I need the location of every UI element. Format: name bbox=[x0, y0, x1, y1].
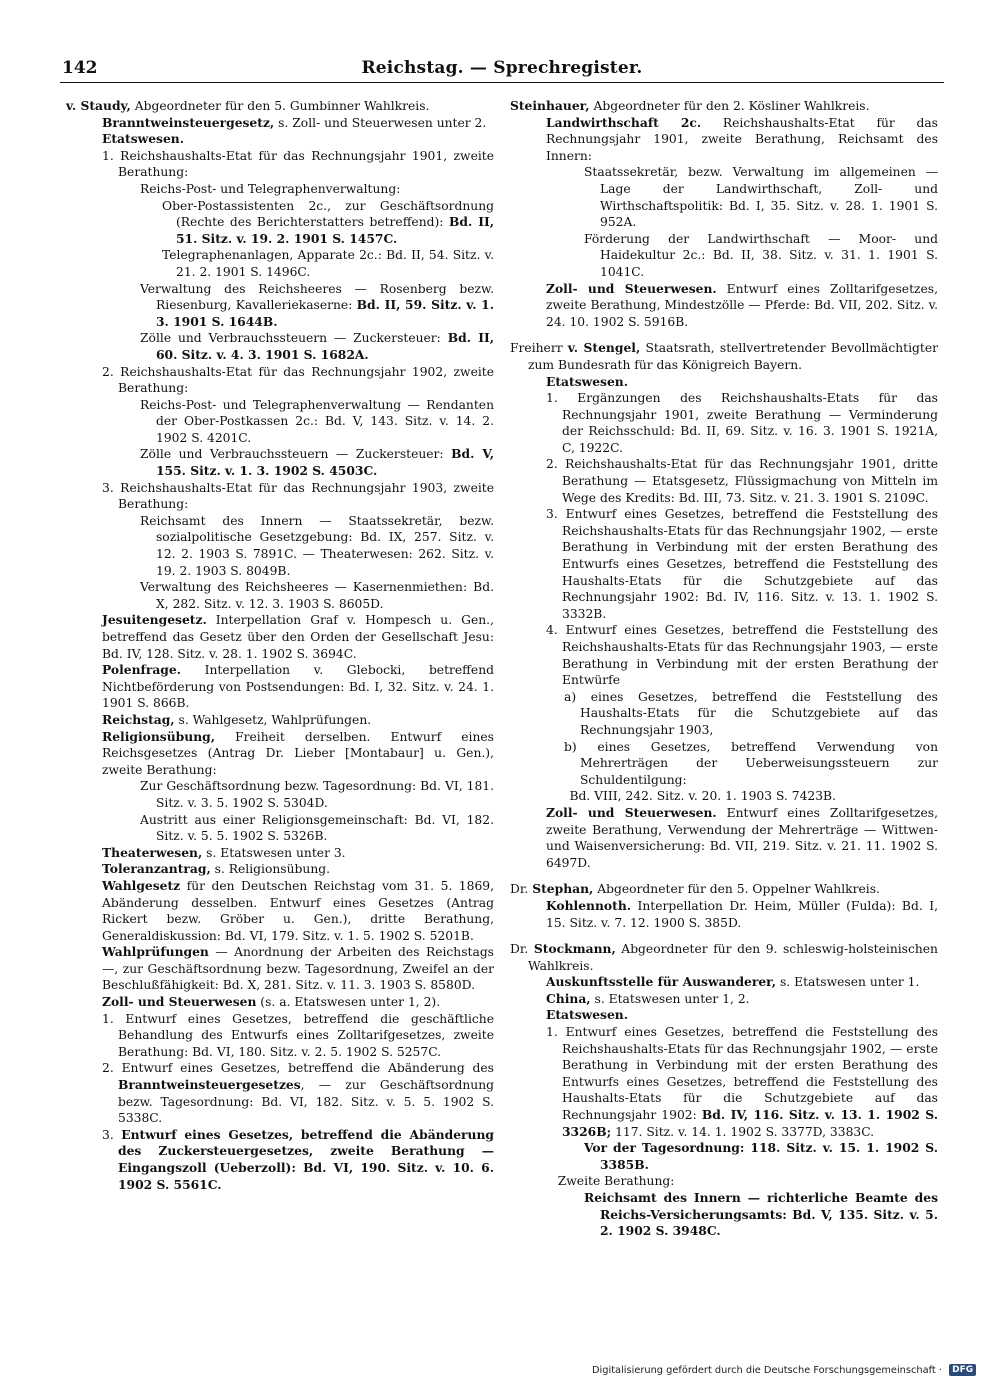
register-entry: Etatswesen. bbox=[546, 373, 629, 389]
footer-credit: Digitalisierung gefördert durch die Deutsche Forschungsgemeinschaft · DFG bbox=[592, 1364, 988, 1378]
dfg-logo: DFG bbox=[949, 1364, 976, 1376]
register-entry: Reichs-Post- und Telegraphenverwaltung: bbox=[140, 181, 401, 196]
register-entry: China, s. Etatswesen unter 1, 2. bbox=[546, 990, 750, 1006]
register-entry: 3. Entwurf eines Gesetzes, betreffend die Feststellung des Reichshaushalts-Etats für das Rechnungsjahr 1902, — erste Berathung in Verbindung mit der ersten Berathung des Entwurfs eines Gesetzes, betreffend die Feststellung des Haushalts-Etats für die Schutzgebiete auf das Rechnungsjahr 1902: Bd. IV, 116. Sitz. v. 13. 1. 1902 S. 3332B. bbox=[546, 507, 938, 621]
register-entry: 2. Reichshaushalts-Etat für das Rechnungsjahr 1902, zweite Berathung: bbox=[102, 364, 494, 396]
register-entry: 1. Ergänzungen des Reichshaushalts-Etats für das Rechnungsjahr 1901, zweite Berathung — Verminderung der Reichsschuld: Bd. II, 69. Sitz. v. 16. 3. 1901 S. 1921A, C, 1922C. bbox=[546, 391, 938, 455]
register-entry: Verwaltung des Reichsheeres — Kasernenmiethen: Bd. X, 282. Sitz. v. 12. 3. 1903 S. 8605D. bbox=[140, 580, 494, 611]
register-entry: Religionsübung, Freiheit derselben. Entwurf eines Reichsgesetzes (Antrag Dr. Lieber [Montabaur] u. Gen.), zweite Berathung: bbox=[102, 728, 494, 777]
register-entry: Reichsamt des Innern — Staatssekretär, bezw. sozialpolitische Gesetzgebung: Bd. IX, 257. Sitz. v. 12. 2. 1903 S. 7891C. — Theaterwesen: 262. Sitz. v. 19. 2. 1903 S. 8049B. bbox=[140, 513, 494, 578]
register-entry: Etatswesen. bbox=[546, 1007, 629, 1023]
register-entry: Bd. VIII, 242. Sitz. v. 20. 1. 1903 S. 7423B. bbox=[546, 789, 836, 804]
register-entry: a) eines Gesetzes, betreffend die Feststellung des Haushalts-Etats für die Schutzgebiete auf das Rechnungsjahr 1903, bbox=[564, 689, 938, 737]
register-entry: 1. Entwurf eines Gesetzes, betreffend die Feststellung des Reichshaushalts-Etats für das Rechnungsjahr 1902, — erste Berathung in Verbindung mit der ersten Berathung des Entwurfs eines Gesetzes, betreffend die Feststellung des Haushalts-Etats für die Schutzgebiete auf das Rechnungsjahr 1902: Bd. IV, 116. Sitz. v. 13. 1. 1902 S. 3326B; 117. Sitz. v. 14. 1. 1902 S. 3377D, 3383C. bbox=[546, 1025, 939, 1139]
register-entry: Dr. Stockmann, Abgeordneter für den 9. schleswig-holsteinischen Wahlkreis. bbox=[510, 941, 938, 973]
footer-text: Digitalisierung gefördert durch die Deutsche Forschungsgemeinschaft bbox=[592, 1365, 936, 1376]
register-entry: Etatswesen. bbox=[102, 131, 185, 147]
register-entry: 3. Reichshaushalts-Etat für das Rechnungsjahr 1903, zweite Berathung: bbox=[102, 480, 494, 512]
register-entry: Zoll- und Steuerwesen. Entwurf eines Zolltarifgesetzes, zweite Berathung, Mindestzölle — Pferde: Bd. VII, 202. Sitz. v. 24. 10. 1902 S. 5916B. bbox=[546, 280, 938, 329]
entry-gap bbox=[510, 931, 938, 941]
page-header bbox=[60, 56, 944, 83]
left-column bbox=[66, 98, 494, 1193]
register-entry: 2. Entwurf eines Gesetzes, betreffend die Abänderung des Branntweinsteuergesetzes, — zur Geschäftsordnung bezw. Tagesordnung: Bd. VI, 182. Sitz. v. 5. 5. 1902 S. 5338C. bbox=[102, 1061, 494, 1126]
register-entry: Kohlennoth. Interpellation Dr. Heim, Müller (Fulda): Bd. I, 15. Sitz. v. 7. 12. 1900 S. 385D. bbox=[546, 897, 938, 930]
register-entry: 2. Reichshaushalts-Etat für das Rechnungsjahr 1901, dritte Berathung — Etatsgesetz, Flüssigmachung von Mitteln im Wege des Kredits: Bd. III, 73. Sitz. v. 21. 3. 1901 S. 2109C. bbox=[546, 457, 938, 505]
register-entry: Auskunftsstelle für Auswanderer, s. Etatswesen unter 1. bbox=[546, 974, 920, 990]
register-entry: Polenfrage. Interpellation v. Glebocki, betreffend Nichtbeförderung von Postsendungen: Bd. I, 32. Sitz. v. 24. 1. 1901 S. 866B. bbox=[102, 662, 494, 711]
register-entry: 4. Entwurf eines Gesetzes, betreffend die Feststellung des Reichshaushalts-Etats für das Rechnungsjahr 1903, — erste Berathung in Verbindung mit der ersten Berathung der Entwürfe bbox=[546, 623, 938, 688]
register-entry: Freiherr v. Stengel, Staatsrath, stellvertretender Bevollmächtigter zum Bundesrath für das Königreich Bayern. bbox=[510, 340, 939, 372]
running-title: Reichstag. — Sprechregister. bbox=[361, 58, 643, 78]
register-entry: Zur Geschäftsordnung bezw. Tagesordnung: Bd. VI, 181. Sitz. v. 3. 5. 1902 S. 5304D. bbox=[140, 779, 494, 810]
register-entry: Reichstag, s. Wahlgesetz, Wahlprüfungen. bbox=[102, 711, 372, 727]
register-entry: Vor der Tagesordnung: 118. Sitz. v. 15. 1. 1902 S. 3385B. bbox=[584, 1140, 938, 1172]
register-entry: Ober-Postassistenten 2c., zur Geschäftsordnung (Rechte des Berichterstatters betreffend): Bd. II, 51. Sitz. v. 19. 2. 1901 S. 1457C. bbox=[162, 198, 494, 246]
right-column bbox=[510, 98, 938, 1240]
page-number: 142 bbox=[62, 58, 98, 78]
register-entry: Wahlgesetz für den Deutschen Reichstag vom 31. 5. 1869, Abänderung desselben. Entwurf eines Gesetzes (Antrag Rickert bezw. Gröber u. Gen.), dritte Berathung, Generaldiskussion: Bd. VI, 179. Sitz. v. 1. 5. 1902 S. 5201B. bbox=[102, 877, 494, 943]
register-entry: Telegraphenanlagen, Apparate 2c.: Bd. II, 54. Sitz. v. 21. 2. 1901 S. 1496C. bbox=[162, 248, 494, 279]
register-entry: Theaterwesen, s. Etatswesen unter 3. bbox=[102, 844, 346, 860]
register-entry: Staatssekretär, bezw. Verwaltung im allgemeinen — Lage der Landwirthschaft, Zoll- und Wirthschaftspolitik: Bd. I, 35. Sitz. v. 28. 1. 1901 S. 952A. bbox=[584, 165, 938, 230]
register-entry: 3. Entwurf eines Gesetzes, betreffend die Abänderung des Zuckersteuergesetzes, zweite Berathung — Eingangszoll (Ueberzoll): Bd. VI, 190. Sitz. v. 10. 6. 1902 S. 5561C. bbox=[102, 1126, 494, 1192]
register-entry: Zweite Berathung: bbox=[546, 1174, 675, 1189]
register-entry: Zoll- und Steuerwesen (s. a. Etatswesen unter 1, 2). bbox=[102, 994, 441, 1010]
register-entry: Landwirthschaft 2c. Reichshaushalts-Etat für das Rechnungsjahr 1901, zweite Berathung, Reichsamt des Innern: bbox=[546, 114, 938, 163]
register-entry: 1. Reichshaushalts-Etat für das Rechnungsjahr 1901, zweite Berathung: bbox=[102, 148, 494, 180]
register-entry: Steinhauer, Abgeordneter für den 2. Kösliner Wahlkreis. bbox=[510, 98, 870, 113]
register-entry: Zölle und Verbrauchssteuern — Zuckersteuer: Bd. II, 60. Sitz. v. 4. 3. 1901 S. 1682A. bbox=[140, 330, 495, 362]
register-entry: b) eines Gesetzes, betreffend Verwendung von Mehrerträgen der Ueberweisungssteuern zur Schuldentilgung: bbox=[564, 739, 938, 787]
register-entry: Branntweinsteuergesetz, s. Zoll- und Steuerwesen unter 2. bbox=[102, 114, 487, 130]
register-entry: Zoll- und Steuerwesen. Entwurf eines Zolltarifgesetzes, zweite Berathung, Verwendung der Mehrerträge — Wittwen- und Waisenversicherung: Bd. VII, 219. Sitz. v. 21. 11. 1902 S. 6497D. bbox=[546, 804, 938, 870]
register-entry: Wahlprüfungen — Anordnung der Arbeiten des Reichstags —, zur Geschäftsordnung bezw. Tagesordnung, Zweifel an der Beschlußfähigkeit: Bd. X, 281. Sitz. v. 11. 3. 1903 S. 8580D. bbox=[102, 944, 494, 993]
register-entry: Förderung der Landwirthschaft — Moor- und Haidekultur 2c.: Bd. II, 38. Sitz. v. 31. 1. 1901 S. 1041C. bbox=[584, 231, 938, 279]
register-entry: Reichsamt des Innern — richterliche Beamte des Reichs-Versicherungsamts: Bd. V, 135. Sitz. v. 5. 2. 1902 S. 3948C. bbox=[584, 1190, 938, 1239]
register-entry: 1. Entwurf eines Gesetzes, betreffend die geschäftliche Behandlung des Entwurfs eines Zolltarifgesetzes, zweite Berathung: Bd. VI, 180. Sitz. v. 2. 5. 1902 S. 5257C. bbox=[102, 1011, 494, 1059]
register-entry: v. Staudy, Abgeordneter für den 5. Gumbinner Wahlkreis. bbox=[66, 98, 430, 113]
register-entry: Dr. Stephan, Abgeordneter für den 5. Oppelner Wahlkreis. bbox=[510, 881, 880, 897]
register-entry: Verwaltung des Reichsheeres — Rosenberg bezw. Riesenburg, Kavalleriekaserne: Bd. II, 59. Sitz. v. 1. 3. 1901 S. 1644B. bbox=[140, 281, 494, 329]
register-entry: Zölle und Verbrauchssteuern — Zuckersteuer: Bd. V, 155. Sitz. v. 1. 3. 1902 S. 4503C. bbox=[140, 446, 494, 479]
register-entry: Toleranzantrag, s. Religionsübung. bbox=[102, 861, 331, 877]
entry-gap bbox=[510, 871, 938, 881]
entry-gap bbox=[510, 330, 938, 340]
register-entry: Reichs-Post- und Telegraphenverwaltung — Rendanten der Ober-Postkassen 2c.: Bd. V, 143. Sitz. v. 14. 2. 1902 S. 4201C. bbox=[140, 397, 494, 445]
register-entry: Austritt aus einer Religionsgemeinschaft: Bd. VI, 182. Sitz. v. 5. 5. 1902 S. 5326B. bbox=[140, 812, 494, 844]
register-entry: Jesuitengesetz. Interpellation Graf v. Hompesch u. Gen., betreffend das Gesetz über den Orden der Gesellschaft Jesu: Bd. IV, 128. Sitz. v. 28. 1. 1902 S. 3694C. bbox=[102, 612, 494, 661]
